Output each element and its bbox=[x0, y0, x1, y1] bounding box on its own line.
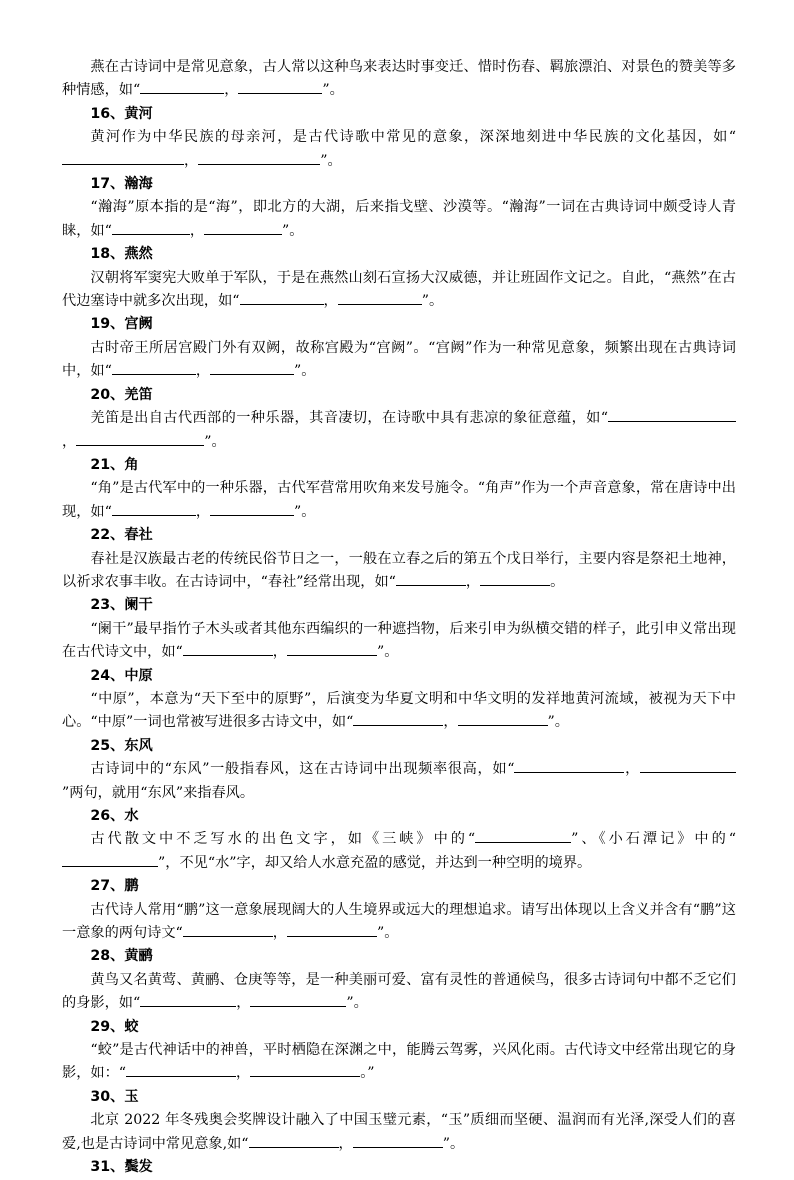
question-suffix: ”。 bbox=[294, 503, 316, 520]
answer-blank[interactable] bbox=[249, 1133, 339, 1148]
separator: ， bbox=[338, 1135, 353, 1152]
answer-blank[interactable] bbox=[514, 758, 624, 773]
question-29 bbox=[62, 1039, 736, 1086]
question-16 bbox=[62, 126, 736, 173]
heading-29: 29、蛟 bbox=[90, 1018, 139, 1035]
question-text: “中原”，本意为“天下至中的原野”，后演变为华夏文明和中华文明的发祥地黄河流域，被视为天下中心。“中原”一词也常被写进很多古诗文中，如“ bbox=[62, 690, 736, 731]
question-24 bbox=[62, 688, 736, 735]
separator: ， bbox=[62, 433, 77, 450]
heading-17: 17、瀚海 bbox=[90, 176, 153, 193]
question-22 bbox=[62, 548, 736, 595]
separator: ， bbox=[236, 995, 251, 1012]
question-17 bbox=[62, 196, 736, 243]
question-suffix: ”。 bbox=[547, 714, 569, 731]
separator: ， bbox=[184, 152, 199, 169]
separator: ， bbox=[224, 82, 239, 99]
separator: ， bbox=[272, 925, 287, 942]
answer-blank[interactable] bbox=[62, 150, 184, 165]
heading-19: 19、宫阙 bbox=[90, 316, 153, 333]
question-text: 古代散文中不乏写水的出色文字，如《三峡》中的“ bbox=[90, 831, 476, 848]
question-text: 羌笛是出自古代西部的一种乐器，其音凄切，在诗歌中具有悲凉的象征意蕴，如“ bbox=[90, 410, 608, 427]
question-suffix: ”两句，就用“东风”来指春风。 bbox=[62, 784, 255, 801]
question-text: 燕在古诗词中是常见意象，古人常以这种鸟来表达时事变迁、惜时伤春、羁旅漂泊、对景色的赞美等多种情感，如“ bbox=[62, 59, 736, 99]
question-suffix: ”。 bbox=[282, 222, 304, 239]
question-28 bbox=[62, 969, 736, 1016]
separator: ， bbox=[195, 363, 211, 380]
document-body bbox=[62, 56, 736, 1180]
separator: ， bbox=[236, 1065, 251, 1082]
heading-16: 16、黄河 bbox=[90, 105, 153, 122]
question-text: 古诗词中的“东风”一般指春风，这在古诗词中出现频率很高，如“ bbox=[90, 761, 515, 778]
separator: ， bbox=[195, 503, 211, 520]
question-21 bbox=[62, 477, 736, 524]
heading-27: 27、鹏 bbox=[90, 878, 139, 895]
heading-26: 26、水 bbox=[90, 808, 139, 824]
question-suffix: 。” bbox=[360, 1065, 375, 1082]
answer-blank[interactable] bbox=[62, 852, 158, 867]
question-suffix: ”。 bbox=[204, 433, 226, 450]
answer-blank[interactable] bbox=[210, 360, 294, 375]
question-text: “阑干”最早指竹子木头或者其他东西编织的一种遮挡物，后来引申为纵横交错的样子，此引申义常出现在古代诗文中，如“ bbox=[62, 620, 736, 661]
answer-blank[interactable] bbox=[76, 431, 204, 446]
answer-blank[interactable] bbox=[112, 220, 190, 235]
question-27 bbox=[62, 899, 736, 946]
question-suffix: ”。 bbox=[442, 1135, 465, 1152]
answer-blank[interactable] bbox=[475, 828, 571, 843]
question-text: “蛟”是古代神话中的神兽，平时栖隐在深渊之中，能腾云驾雾，兴风化雨。古代诗文中经常出现它的身影，如：“ bbox=[62, 1042, 736, 1082]
answer-blank[interactable] bbox=[458, 711, 548, 726]
answer-blank[interactable] bbox=[608, 407, 736, 422]
heading-21: 21、角 bbox=[90, 456, 139, 473]
answer-blank[interactable] bbox=[287, 922, 377, 937]
answer-blank[interactable] bbox=[250, 1062, 360, 1077]
question-text-mid: ”、《小石潭记》中的“ bbox=[571, 831, 736, 848]
answer-blank[interactable] bbox=[140, 992, 236, 1007]
answer-blank[interactable] bbox=[353, 711, 443, 726]
heading-28: 28、黄鹂 bbox=[90, 948, 153, 965]
heading-24: 24、中原 bbox=[90, 667, 153, 684]
question-text: 黄河作为中华民族的母亲河，是古代诗歌中常见的意象，深深地刻进中华民族的文化基因，如“ bbox=[90, 129, 736, 146]
answer-blank[interactable] bbox=[112, 501, 196, 516]
question-text: 黄鸟又名黄莺、黄鹂、仓庚等等，是一种美丽可爱、富有灵性的普通候鸟，很多古诗词句中都不乏它们的身影，如“ bbox=[62, 971, 736, 1012]
question-suffix: ”。 bbox=[320, 152, 342, 169]
answer-blank[interactable] bbox=[183, 641, 273, 656]
question-20 bbox=[62, 407, 736, 454]
answer-blank[interactable] bbox=[480, 571, 550, 586]
answer-blank[interactable] bbox=[210, 501, 294, 516]
answer-blank[interactable] bbox=[238, 79, 322, 94]
question-text: “角”是古代军中的一种乐器，古代军营常用吹角来发号施令。“角声”作为一个声音意象，常在唐诗中出现，如“ bbox=[62, 480, 736, 520]
answer-blank[interactable] bbox=[640, 758, 736, 773]
heading-30: 30、玉 bbox=[90, 1088, 139, 1105]
answer-blank[interactable] bbox=[250, 992, 346, 1007]
question-text: 北京 2022 年冬残奥会奖牌设计融入了中国玉璧元素，“玉”质细而坚硬、温润而有光泽,深受人们的喜爱,也是古诗词中常见意象,如“ bbox=[62, 1112, 736, 1152]
question-suffix: 。 bbox=[550, 573, 565, 590]
question-suffix: ”。 bbox=[294, 363, 316, 380]
answer-blank[interactable] bbox=[183, 922, 273, 937]
question-30 bbox=[62, 1109, 736, 1156]
separator: ， bbox=[443, 714, 458, 731]
question-text: “瀚海”原本指的是“海”，即北方的大湖，后来指戈壁、沙漠等。“瀚海”一词在古典诗词中颇受诗人青睐，如“ bbox=[62, 199, 736, 239]
question-text: 汉朝将军窦宪大败单于军队，于是在燕然山刻石宣扬大汉威德，并让班固作文记之。自此，“燕然”在古代边塞诗中就多次出现，如“ bbox=[62, 269, 736, 310]
question-26 bbox=[62, 828, 736, 875]
heading-31: 31、鬓发 bbox=[90, 1159, 153, 1176]
question-19 bbox=[62, 337, 736, 384]
question-text: 古代诗人常用“鹏”这一意象展现阔大的人生境界或远大的理想追求。请写出体现以上含义并含有“鹏”这一意象的两句诗文“ bbox=[62, 901, 736, 942]
question-15 bbox=[62, 56, 736, 103]
question-suffix: ”。 bbox=[322, 82, 344, 99]
heading-23: 23、阑干 bbox=[90, 597, 153, 614]
heading-22: 22、春社 bbox=[90, 527, 153, 544]
separator: ， bbox=[189, 222, 205, 239]
heading-25: 25、东风 bbox=[90, 737, 153, 754]
answer-blank[interactable] bbox=[204, 220, 282, 235]
separator: ， bbox=[323, 293, 338, 310]
question-suffix: ”。 bbox=[376, 644, 399, 661]
answer-blank[interactable] bbox=[240, 290, 324, 305]
answer-blank[interactable] bbox=[140, 79, 224, 94]
question-23 bbox=[62, 618, 736, 665]
question-text: 春社是汉族最古老的传统民俗节日之一，一般在立春之后的第五个戊日举行，主要内容是祭祀土地神，以祈求农事丰收。在古诗词中，“春社”经常出现，如“ bbox=[62, 550, 736, 590]
separator: ， bbox=[272, 644, 287, 661]
question-25 bbox=[62, 758, 736, 805]
heading-20: 20、羌笛 bbox=[90, 386, 153, 403]
question-suffix: ”。 bbox=[346, 995, 368, 1012]
question-suffix: ”，不见“水”字，却又给人水意充盈的感觉，并达到一种空明的境界。 bbox=[158, 854, 592, 871]
answer-blank[interactable] bbox=[353, 1133, 443, 1148]
answer-blank[interactable] bbox=[287, 641, 377, 656]
separator: ， bbox=[624, 761, 640, 778]
question-suffix: ”。 bbox=[421, 293, 444, 310]
answer-blank[interactable] bbox=[112, 360, 196, 375]
answer-blank[interactable] bbox=[338, 290, 422, 305]
separator: ， bbox=[465, 573, 481, 590]
heading-18: 18、燕然 bbox=[90, 246, 153, 263]
answer-blank[interactable] bbox=[126, 1062, 236, 1077]
question-18 bbox=[62, 267, 736, 314]
answer-blank[interactable] bbox=[198, 150, 320, 165]
question-suffix: ”。 bbox=[376, 925, 399, 942]
answer-blank[interactable] bbox=[396, 571, 466, 586]
question-text: 古时帝王所居宫殿门外有双阙，故称宫殿为“宫阙”。“宫阙”作为一种常见意象，频繁出现在古典诗词中，如“ bbox=[62, 339, 736, 380]
